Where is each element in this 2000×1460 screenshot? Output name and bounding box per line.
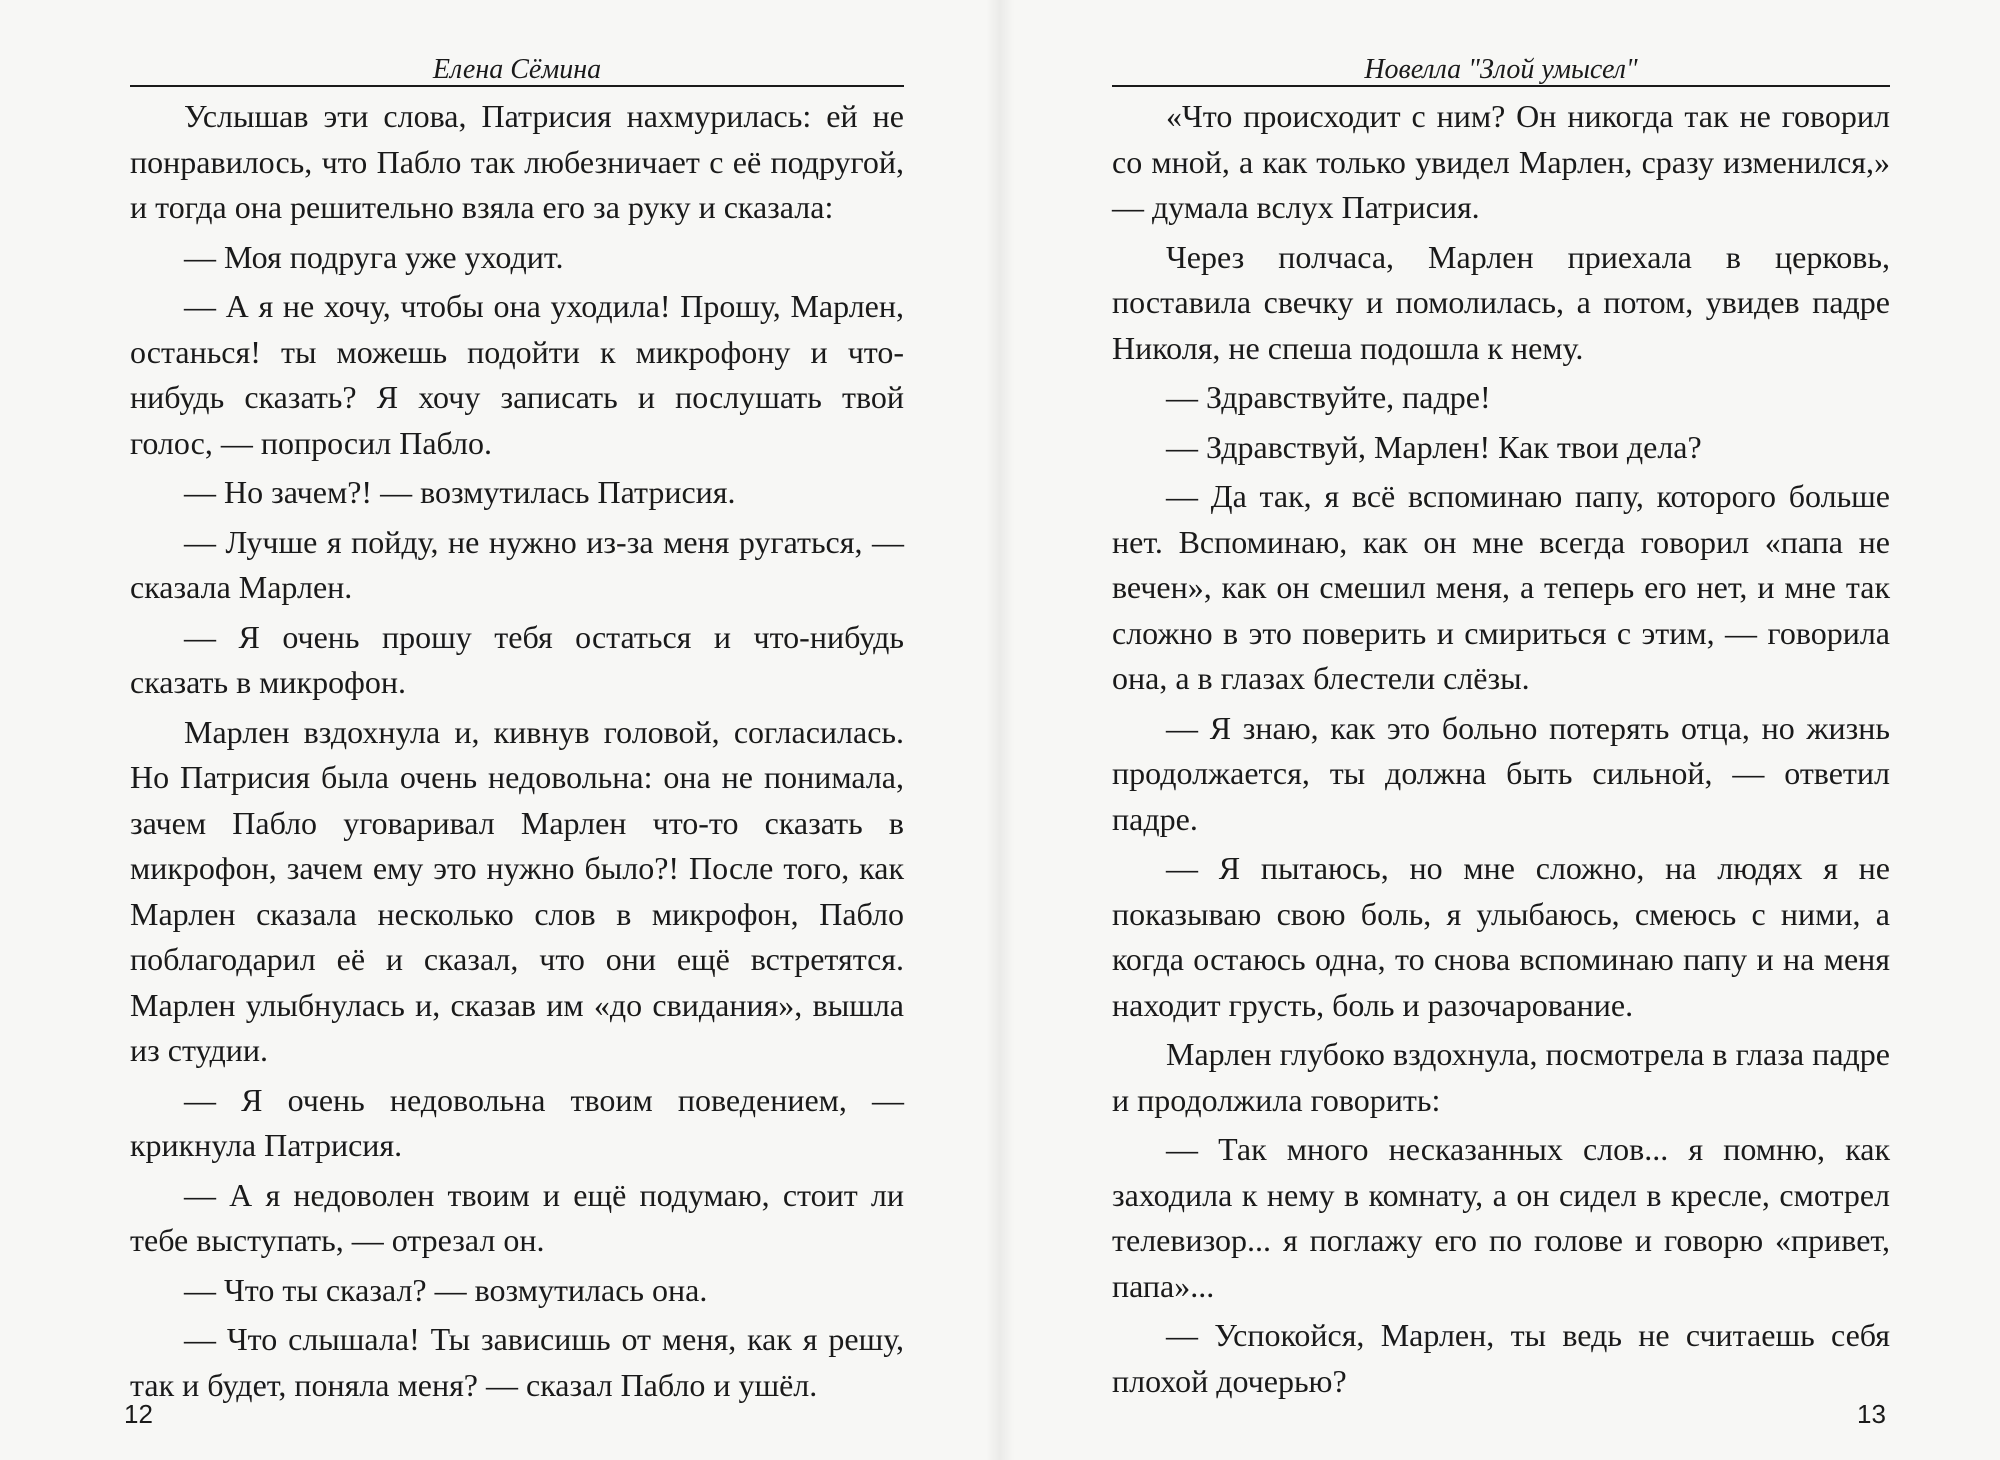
paragraph: Марлен вздохнула и, кивнув головой, согласилась. Но Патрисия была очень недовольна: она не понимала, зачем Пабло уговаривал Марлен что-то сказать в микрофон, зачем ему это нужно было?! После того, как Марлен сказала несколько слов в микрофон, Пабло поблагодарил её и сказал, что они ещё встретятся. Марлен улыбнулась и, сказав им «до свидания», вышла из студии. [130,713,904,1068]
paragraph: — Да так, я всё вспоминаю папу, которого больше нет. Вспоминаю, как он мне всегда говорил «папа не вечен», как он смешил меня, а теперь его нет, и мне так сложно в это поверить и смириться с этим, — говорила она, а в глазах блестели слёзы. [1112,478,1890,696]
paragraph: — Но зачем?! — возмутилась Патрисия. [184,474,736,510]
running-head: Елена Сёмина [432,54,602,85]
body-text [130,94,904,1410]
paragraph: «Что происходит с ним? Он никогда так не говорил со мной, а как только увидел Марлен, сразу изменился,» — думала вслух Патрисия. [1112,98,1890,225]
paragraph: — Так много несказанных слов... я помню, как заходила к нему в комнату, а он сидел в кресле, смотрел телевизор... я поглажу его по голове и говорю «привет, папа»... [1112,1131,1890,1304]
paragraph: — Успокойся, Марлен, ты ведь не считаешь себя плохой дочерью? [1112,1317,1890,1399]
page-number: 13 [1857,1399,1886,1429]
paragraph: — А я не хочу, чтобы она уходила! Прошу, Марлен, останься! ты можешь подойти к микрофону и что-нибудь сказать? Я хочу записать и послушать твой голос, — попросил Пабло. [130,288,904,461]
running-head: Новелла "Злой умысел" [1364,54,1638,85]
paragraph: — Здравствуй, Марлен! Как твои дела? [1166,428,1702,465]
paragraph: — Здравствуйте, падре! [1166,379,1491,415]
paragraph: — Я очень прошу тебя остаться и что-нибудь сказать в микрофон. [130,618,904,700]
paragraph: — Что ты сказал? — возмутилась она. [184,1271,708,1308]
paragraph: — Лучше я пойду, не нужно из-за меня ругаться, — сказала Марлен. [130,523,904,605]
paragraph: — Я очень недовольна твоим поведением, — крикнула Патрисия. [130,1081,904,1163]
body-text [1112,94,1890,1406]
paragraph: Через полчаса, Марлен приехала в церковь, поставила свечку и помолилась, а потом, увидев падре Николя, не спеша подошла к нему. [1112,238,1890,366]
right-page [1000,0,2000,1460]
header-rule [130,85,904,87]
paragraph: Марлен глубоко вздохнула, посмотрела в глаза падре и продолжила говорить: [1112,1036,1890,1118]
paragraph: — Что слышала! Ты зависишь от меня, как я решу, так и будет, поняла меня? — сказал Пабло и ушёл. [130,1321,904,1403]
paragraph: Услышав эти слова, Патрисия нахмурилась: ей не понравилось, что Пабло так любезничает с её подругой, и тогда она решительно взяла его за руку и сказала: [130,98,904,225]
page-number: 12 [124,1399,153,1429]
paragraph: — Я знаю, как это больно потерять отца, но жизнь продолжается, ты должна быть сильной, — ответил падре. [1112,709,1890,837]
paragraph: — Моя подруга уже уходит. [184,238,564,275]
paragraph: — Я пытаюсь, но мне сложно, на людях я не показываю свою боль, я улыбаюсь, смеюсь с ними, а когда остаюсь одна, то снова вспоминаю папу и на меня находит грусть, боль и разочарование. [1112,850,1890,1023]
header-rule [1112,85,1890,87]
paragraph: — А я недоволен твоим и ещё подумаю, стоит ли тебе выступать, — отрезал он. [130,1176,904,1258]
